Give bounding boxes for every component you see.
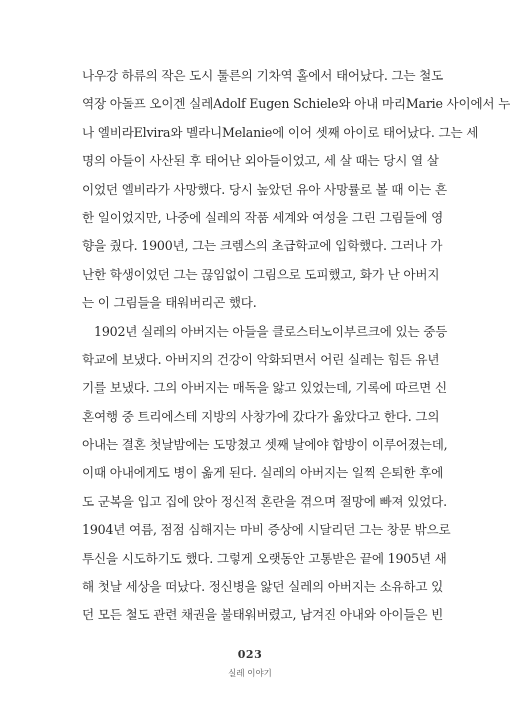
running-title: 실레 이야기 xyxy=(228,669,272,679)
text-line: 학교에 보냈다. 아버지의 건강이 악화되면서 어린 실레는 힘든 유년 xyxy=(82,351,440,367)
text-line: 난한 학생이었던 그는 끊임없이 그림으로 도피했고, 화가 난 아버지 xyxy=(82,266,440,282)
text-line: 명의 아들이 사산된 후 태어난 외아들이었고, 세 살 때는 당시 열 살 xyxy=(82,153,439,169)
text-line: 던 모든 철도 관련 채권을 불태워버렸고, 남겨진 아내와 아이들은 빈 xyxy=(82,607,444,623)
text-line: 기를 보냈다. 그의 아버지는 매독을 앓고 있었는데, 기록에 따르면 신 xyxy=(82,380,447,396)
text-line: 한 일이었지만, 나중에 실레의 작품 세계와 여성을 그린 그림들에 영 xyxy=(82,209,444,225)
text-line: 나 엘비라Elvira와 멜라니Melanie에 이어 셋째 아이로 태어났다. 그는 세 xyxy=(82,124,479,140)
text-line: 투신을 시도하기도 했다. 그렇게 오랫동안 고통받은 끝에 1905년 새 xyxy=(82,550,447,566)
text-line: 혼여행 중 트리에스테 지방의 사창가에 갔다가 옮았다고 한다. 그의 xyxy=(82,408,440,424)
text-line: 1902년 실레의 아버지는 아들을 클로스터노이부르크에 있는 중등 xyxy=(94,323,448,339)
paragraph-1 xyxy=(82,62,510,318)
paragraph-2 xyxy=(82,318,451,630)
text-line: 해 첫날 세상을 떠났다. 정신병을 앓던 실레의 아버지는 소유하고 있 xyxy=(82,579,444,595)
text-line: 나우강 하류의 작은 도시 툴른의 기차역 홀에서 태어났다. 그는 철도 xyxy=(82,68,444,83)
text-line: 1904년 여름, 점점 심해지는 마비 증상에 시달리던 그는 창문 밖으로 xyxy=(82,522,451,538)
text-line: 도 군복을 입고 집에 앉아 정신적 혼란을 겪으며 절망에 빠져 있었다. xyxy=(82,493,447,509)
body-text xyxy=(82,62,510,630)
text-line: 이었던 엘비라가 사망했다. 당시 높았던 유아 사망률로 볼 때 이는 흔 xyxy=(82,181,447,197)
text-line: 는 이 그림들을 태워버리곤 했다. xyxy=(82,295,257,311)
text-line: 역장 아돌프 오이겐 실레Adolf Eugen Schiele와 아내 마리Marie 사이에서 누 xyxy=(82,96,510,112)
text-line: 아내는 결혼 첫날밤에는 도망쳤고 셋째 날에야 합방이 이루어졌는데, xyxy=(82,437,448,453)
text-line: 향을 줬다. 1900년, 그는 크렘스의 초급학교에 입학했다. 그러나 가 xyxy=(82,238,443,254)
text-line: 이때 아내에게도 병이 옮게 된다. 실레의 아버지는 일찍 은퇴한 후에 xyxy=(82,465,444,481)
page-number: 023 xyxy=(237,648,263,661)
